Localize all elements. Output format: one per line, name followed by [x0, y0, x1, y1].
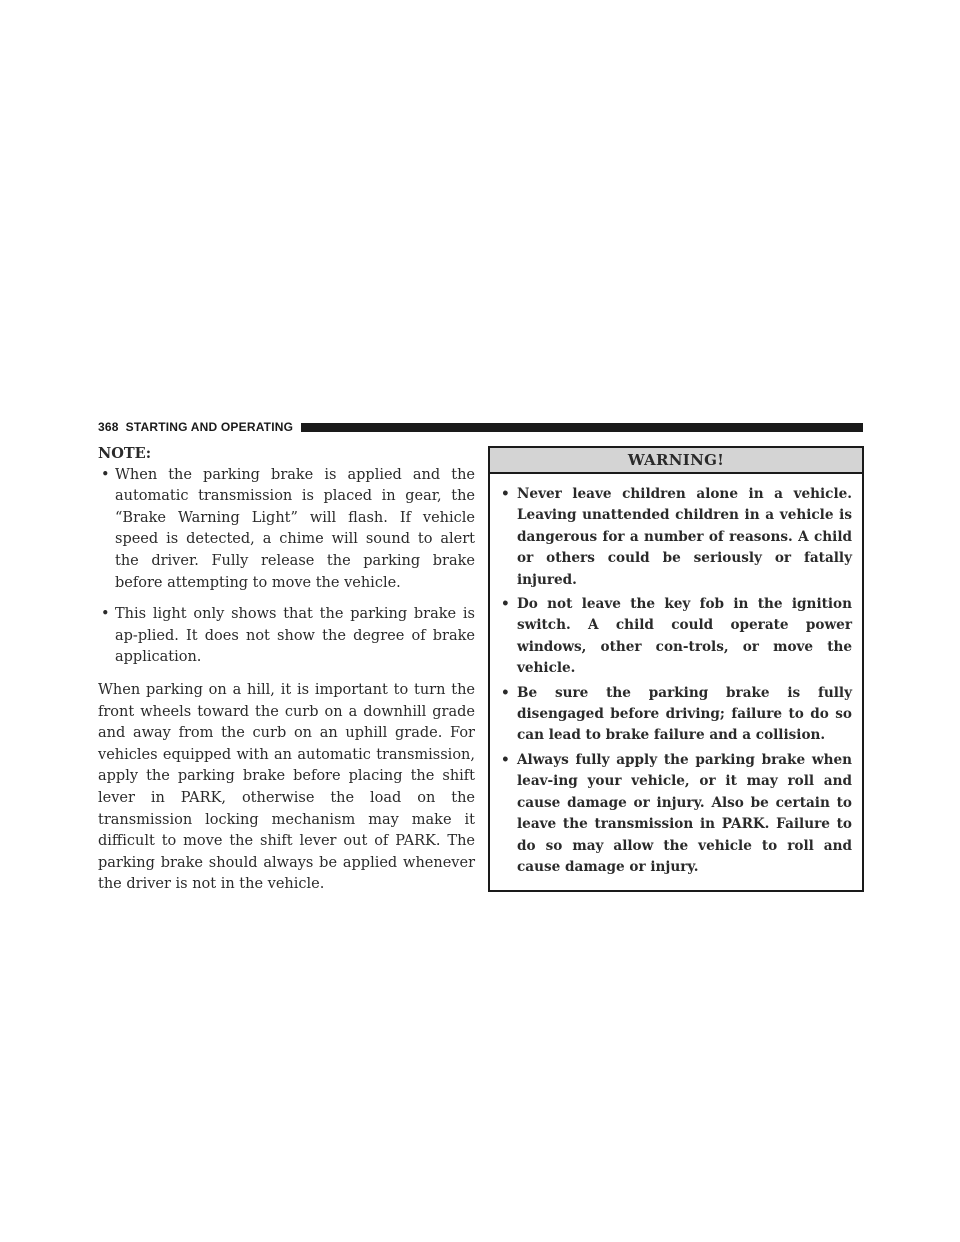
warning-bullet-text: Never leave children alone in a vehicle. Leaving unattended children in a vehicle is dangerous for a number of reasons. A child or others could be seriously or fatally injured.: [517, 486, 852, 588]
warning-bullet-4: [500, 750, 852, 878]
bullet-icon: •: [501, 486, 510, 502]
note-bullet-2: [98, 604, 475, 669]
warning-bullet-text: Be sure the parking brake is fully disengaged before driving; failure to do so can lead to brake failure and a collision.: [517, 684, 852, 744]
warning-bullet-2: [500, 594, 852, 680]
bullet-icon: •: [101, 466, 110, 483]
bullet-icon: •: [501, 596, 510, 613]
warning-title: WARNING!: [490, 448, 862, 474]
page-number: 368: [98, 420, 119, 434]
warning-bullet-3: [500, 683, 852, 747]
bullet-icon: •: [101, 606, 110, 623]
note-bullet-text: When the parking brake is applied and the automatic transmission is placed in gear, the “Brake Warning Light” will flash. If vehicle speed is detected, a chime will sound to alert the driver. Fully release the parking brake before attempting to move the vehicle.: [115, 466, 475, 591]
page-header: [98, 419, 863, 435]
warning-body: [490, 474, 862, 890]
hill-parking-paragraph: When parking on a hill, it is important to turn the front wheels toward the curb on a downhill grade and away from the curb on an uphill grade. For vehicles equipped with an automatic transmission, apply the parking brake before placing the shift lever in PARK, otherwise the load on the transmission locking mechanism may make it difficult to move the shift lever out of PARK. The parking brake should always be applied whenever the driver is not in the vehicle.: [98, 681, 475, 893]
warning-bullet-text: Do not leave the key fob in the ignition switch. A child could operate power windows, other con-trols, or move the vehicle.: [517, 596, 852, 677]
note-bullet-text: This light only shows that the parking brake is ap-plied. It does not show the degree of brake application.: [115, 606, 475, 666]
bullet-icon: •: [501, 751, 510, 768]
bullet-icon: •: [501, 684, 510, 701]
warning-bullet-text: Always fully apply the parking brake when leav-ing your vehicle, or it may roll and cause damage or injury. Also be certain to leave the transmission in PARK. Failure to do so may allow the vehicle to roll and cause damage or injury.: [517, 751, 852, 875]
note-label: NOTE:: [98, 445, 152, 462]
note-bullet-1: [98, 465, 475, 595]
warning-bullet-1: [500, 484, 852, 591]
section-title: STARTING AND OPERATING: [125, 420, 294, 434]
left-column: [98, 443, 475, 896]
warning-box: [488, 446, 864, 892]
header-rule: [301, 423, 863, 432]
